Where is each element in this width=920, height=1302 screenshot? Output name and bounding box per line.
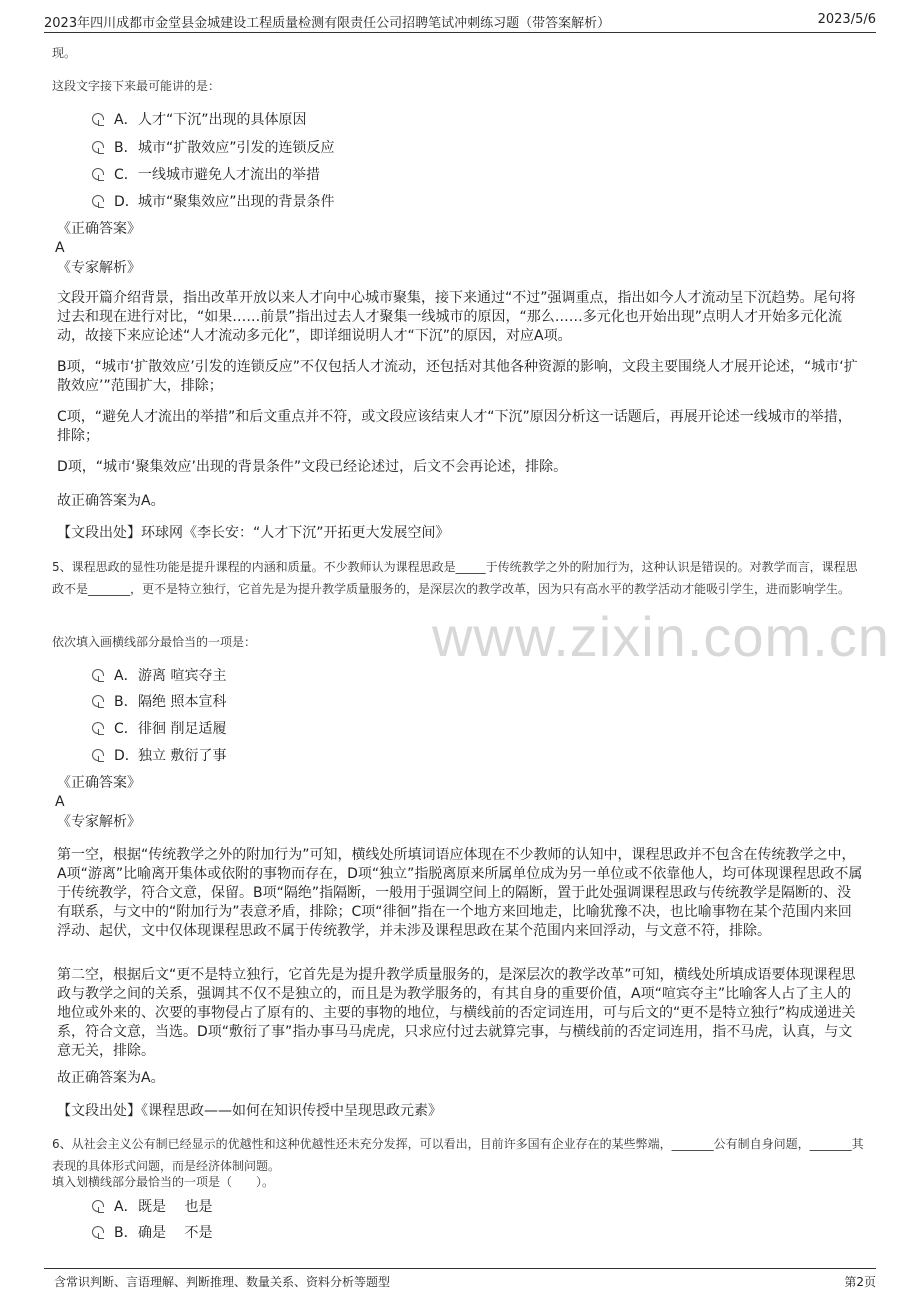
option-text: 城市“聚集效应”出现的背景条件 bbox=[138, 194, 335, 210]
option-text: 人才“下沉”出现的具体原因 bbox=[138, 112, 307, 128]
page-footer bbox=[44, 1268, 876, 1291]
radio-icon[interactable] bbox=[92, 749, 104, 761]
option-letter: C． bbox=[114, 721, 138, 737]
radio-icon[interactable] bbox=[92, 1200, 104, 1212]
option-letter: B． bbox=[114, 1225, 138, 1241]
option-text: 徘徊 削足适履 bbox=[138, 721, 227, 737]
answer-label: 《正确答案》 bbox=[57, 221, 141, 237]
analysis-paragraph: 第二空，根据后文“更不是特立独行，它首先是为提升教学质量服务的，是深层次的教学改革”可知，横线处所填成语要体现课程思政与教学之间的关系，强调其不仅不是独立的，而且是为教学服务的，有其自身的重要价值，A项“喧宾夺主”比喻客人占了主人的地位或外来的、次要的事物侵占了原有的、主要的事物的地位，与横线前的否定词连用，可与后文的“更不是特立独行”构成递进关系，符合文意，当选。D项“敷衍了事”指办事马马虎虎，只求应付过去就算完事，与横线前的否定词连用，指不马虎，认真，与文意无关，排除。 bbox=[57, 967, 856, 1059]
continued-text: 现。 bbox=[52, 46, 77, 60]
option-letter: B． bbox=[114, 140, 138, 156]
analysis-paragraph: 文段开篇介绍背景，指出改革开放以来人才向中心城市聚集，接下来通过“不过”强调重点，指出如今人才流动呈下沉趋势。尾句将过去和现在进行对比，“如果……前景”指出过去人才聚集一线城市的原因，“那么……多元化也开始出现”点明人才开始多元化流动，故接下来应论述“人才流动多元化”，即详细说明人才“下沉”的原因，对应A项。 bbox=[57, 290, 856, 344]
watermark: www.zixin.com.cn bbox=[432, 605, 890, 668]
option-text: 既是 也是 bbox=[138, 1199, 213, 1215]
document-date: 2023/5/6 bbox=[817, 12, 876, 27]
radio-icon[interactable] bbox=[92, 695, 104, 707]
question-prompt: 填入划横线部分最恰当的一项是（ ）。 bbox=[52, 1175, 275, 1189]
footer-text: 含常识判断、言语理解、判断推理、数量关系、资料分析等题型 bbox=[54, 1275, 391, 1289]
option-text: 确是 不是 bbox=[138, 1225, 213, 1241]
question-stem: 5、课程思政的显性功能是提升课程的内涵和质量。不少教师认为课程思政是_____于传统教学之外的附加行为，这种认识是错误的。对教学而言，课程思政不是_______，更不是特立独行，它首先是为提升教学质量服务的，是深层次的教学改革，因为只有高水平的教学活动才能吸引学生，进而影响学生。 bbox=[52, 560, 858, 596]
page-number: 第2页 bbox=[844, 1275, 876, 1289]
analysis-paragraph: 第一空，根据“传统教学之外的附加行为”可知，横线处所填词语应体现在不少教师的认知中，课程思政并不包含在传统教学之中，A项“游离”比喻离开集体或依附的事物而存在，D项“独立”指脱离原来所属单位成为另一单位或不依靠他人，均可体现课程思政不属于传统教学，符合文意，保留。B项“隔绝”指隔断，一般用于强调空间上的隔断，置于此处强调课程思政与传统教学是隔断的、没有联系，与文中的“附加行为”表意矛盾，排除；C项“徘徊”指在一个地方来回地走，比喻犹豫不决，也比喻事物在某个范围内来回浮动、起伏，文中仅体现课程思政不属于传统教学，并未涉及课程思政在某个范围内来回浮动，与文意不符，排除。 bbox=[57, 847, 863, 939]
analysis-paragraph: D项，“城市‘聚集效应’出现的背景条件”文段已经论述过，后文不会再论述，排除。 bbox=[57, 459, 568, 475]
option-letter: A． bbox=[114, 668, 138, 684]
answer-value: A bbox=[55, 240, 65, 256]
question-stem: 6、从社会主义公有制已经显示的优越性和这种优越性还未充分发挥，可以看出，目前许多国有企业存在的某些弊端，_______公有制自身问题，_______其表现的具体形式问题，而是经济体制问题。 bbox=[52, 1137, 864, 1173]
radio-icon[interactable] bbox=[92, 113, 104, 125]
source-citation: 【文段出处】环球网《李长安：“人才下沉”开拓更大发展空间》 bbox=[57, 525, 450, 541]
analysis-label: 《专家解析》 bbox=[57, 814, 141, 830]
option-letter: A． bbox=[114, 112, 138, 128]
radio-icon[interactable] bbox=[92, 669, 104, 681]
radio-icon[interactable] bbox=[92, 722, 104, 734]
answer-conclusion: 故正确答案为A。 bbox=[57, 493, 165, 509]
analysis-paragraph: C项，“避免人才流出的举措”和后文重点并不符，或文段应该结束人才“下沉”原因分析这一话题后，再展开论述一线城市的举措，排除； bbox=[57, 409, 852, 444]
answer-label: 《正确答案》 bbox=[57, 775, 141, 791]
question-prompt: 这段文字接下来最可能讲的是： bbox=[52, 79, 221, 93]
option-letter: D． bbox=[114, 194, 139, 210]
option-text: 独立 敷衍了事 bbox=[138, 748, 227, 764]
option-text: 游离 喧宾夺主 bbox=[138, 668, 227, 684]
radio-icon[interactable] bbox=[92, 168, 104, 180]
radio-icon[interactable] bbox=[92, 1226, 104, 1238]
option-letter: A． bbox=[114, 1199, 138, 1215]
option-text: 隔绝 照本宣科 bbox=[138, 694, 227, 710]
page-header bbox=[44, 10, 876, 33]
radio-icon[interactable] bbox=[92, 195, 104, 207]
option-text: 城市“扩散效应”引发的连锁反应 bbox=[138, 140, 335, 156]
document-title: 2023年四川成都市金堂县金城建设工程质量检测有限责任公司招聘笔试冲刺练习题（带答案解析） bbox=[44, 16, 611, 31]
analysis-paragraph: B项，“城市‘扩散效应’引发的连锁反应”不仅包括人才流动，还包括对其他各种资源的影响，文段主要围绕人才展开论述，“城市‘扩散效应’”范围扩大，排除； bbox=[57, 359, 858, 394]
option-letter: D． bbox=[114, 748, 139, 764]
radio-icon[interactable] bbox=[92, 141, 104, 153]
option-text: 一线城市避免人才流出的举措 bbox=[138, 167, 320, 183]
option-letter: B． bbox=[114, 694, 138, 710]
question-prompt: 依次填入画横线部分最恰当的一项是： bbox=[52, 635, 257, 649]
option-letter: C． bbox=[114, 167, 138, 183]
answer-conclusion: 故正确答案为A。 bbox=[57, 1070, 165, 1086]
analysis-label: 《专家解析》 bbox=[57, 260, 141, 276]
answer-value: A bbox=[55, 794, 65, 810]
source-citation: 【文段出处】《课程思政——如何在知识传授中呈现思政元素》 bbox=[57, 1103, 442, 1119]
